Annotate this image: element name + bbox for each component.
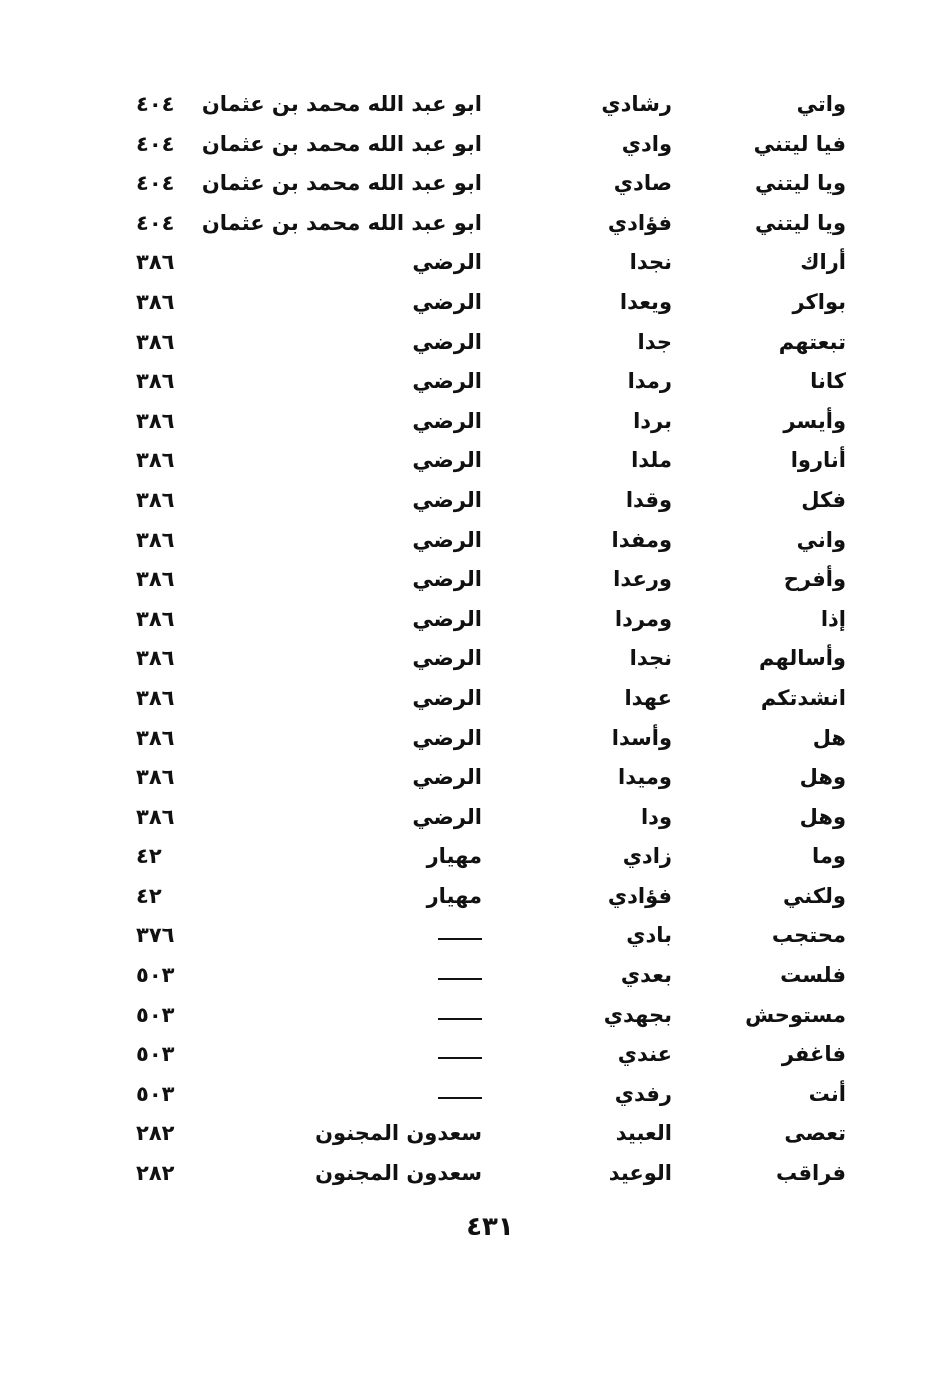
index-row bbox=[0, 363, 950, 403]
page-reference: ٣٨٦ bbox=[136, 369, 175, 394]
page-reference: ٥٠٣ bbox=[136, 1042, 175, 1067]
rhyme-word: رمدا bbox=[627, 369, 672, 394]
index-row bbox=[0, 680, 950, 720]
rhyme-word: بردا bbox=[633, 408, 672, 433]
rhyme-word: رفدي bbox=[614, 1081, 672, 1106]
index-row bbox=[0, 482, 950, 522]
index-row bbox=[0, 244, 950, 284]
poet-name: الرضي bbox=[412, 448, 482, 473]
verse-first-word: فيا ليتني bbox=[753, 131, 846, 156]
page-reference: ٥٠٣ bbox=[136, 1081, 175, 1106]
verse-first-word: أنت bbox=[808, 1081, 846, 1106]
page-reference: ٤٠٤ bbox=[136, 210, 175, 235]
verse-first-word: أراك bbox=[800, 250, 846, 275]
verse-first-word: فاغفر bbox=[781, 1042, 846, 1067]
index-row bbox=[0, 640, 950, 680]
verse-first-word: تبعتهم bbox=[778, 329, 846, 354]
poet-name: الرضي bbox=[412, 408, 482, 433]
verse-first-word: وما bbox=[812, 844, 846, 869]
rhyme-word: الوعيد bbox=[608, 1161, 672, 1186]
verse-first-word: انشدتكم bbox=[760, 685, 846, 710]
index-row bbox=[0, 324, 950, 364]
rhyme-word: وادي bbox=[621, 131, 672, 156]
unknown-poet-dash bbox=[438, 1001, 482, 1029]
page-reference: ٤٠٤ bbox=[136, 131, 175, 156]
page-reference: ٢٨٢ bbox=[136, 1121, 175, 1146]
verse-first-word: وهل bbox=[799, 765, 846, 790]
page-reference: ٥٠٣ bbox=[136, 963, 175, 988]
index-row bbox=[0, 601, 950, 641]
rhyme-word: ورعدا bbox=[613, 567, 672, 592]
rhyme-word: رشادي bbox=[601, 92, 672, 116]
index-row bbox=[0, 205, 950, 245]
page-reference: ٣٨٦ bbox=[136, 329, 175, 354]
rhyme-word: فؤادي bbox=[607, 210, 672, 235]
rhyme-word: عهدا bbox=[624, 685, 672, 710]
page-reference: ٣٨٦ bbox=[136, 804, 175, 829]
dash-line bbox=[438, 1018, 482, 1020]
index-row bbox=[0, 165, 950, 205]
index-row bbox=[0, 838, 950, 878]
index-row bbox=[0, 561, 950, 601]
rhyme-word: ملدا bbox=[631, 448, 672, 473]
poet-name: الرضي bbox=[412, 487, 482, 512]
page-reference: ٣٨٦ bbox=[136, 646, 175, 671]
verse-first-word: فراقب bbox=[776, 1161, 846, 1186]
poet-name: الرضي bbox=[412, 646, 482, 671]
page-reference: ٣٨٦ bbox=[136, 408, 175, 433]
rhyme-word: بجهدي bbox=[603, 1002, 672, 1027]
rhyme-word: نجدا bbox=[629, 646, 672, 671]
unknown-poet-dash bbox=[438, 1040, 482, 1068]
rhyme-word: وقدا bbox=[625, 487, 672, 512]
poet-name: الرضي bbox=[412, 685, 482, 710]
page-reference: ٥٠٣ bbox=[136, 1002, 175, 1027]
verse-first-word: هل bbox=[812, 725, 846, 750]
index-row bbox=[0, 1155, 950, 1195]
index-row bbox=[0, 957, 950, 997]
page-reference: ٣٨٦ bbox=[136, 487, 175, 512]
page-reference: ٣٨٦ bbox=[136, 765, 175, 790]
dash-line bbox=[438, 1057, 482, 1059]
page-reference: ٤٢ bbox=[136, 844, 162, 869]
unknown-poet-dash bbox=[438, 961, 482, 989]
page-reference: ٣٨٦ bbox=[136, 567, 175, 592]
rhyme-word: صادي bbox=[613, 171, 672, 196]
page-reference: ٣٨٦ bbox=[136, 685, 175, 710]
page-reference: ٣٨٦ bbox=[136, 527, 175, 552]
rhyme-word: ودا bbox=[640, 804, 672, 829]
unknown-poet-dash bbox=[438, 921, 482, 949]
rhyme-word: زادي bbox=[622, 844, 672, 869]
index-row bbox=[0, 522, 950, 562]
poet-name: الرضي bbox=[412, 329, 482, 354]
poet-name: الرضي bbox=[412, 567, 482, 592]
verse-first-word: واني bbox=[796, 527, 846, 552]
dash-line bbox=[438, 1097, 482, 1099]
page-reference: ٣٨٦ bbox=[136, 448, 175, 473]
index-row bbox=[0, 86, 950, 126]
page-reference: ٣٨٦ bbox=[136, 725, 175, 750]
poet-name: ابو عبد الله محمد بن عثمان bbox=[201, 92, 482, 116]
rhyme-word: ومفدا bbox=[611, 527, 672, 552]
rhyme-word: ومردا bbox=[614, 606, 672, 631]
index-row bbox=[0, 284, 950, 324]
poet-name: مهيار bbox=[426, 844, 482, 869]
index-row bbox=[0, 917, 950, 957]
index-row bbox=[0, 997, 950, 1037]
poet-name: ابو عبد الله محمد بن عثمان bbox=[201, 131, 482, 156]
index-row bbox=[0, 1076, 950, 1116]
dash-line bbox=[438, 938, 482, 940]
verse-first-word: فكل bbox=[801, 487, 846, 512]
verse-first-word: أناروا bbox=[790, 448, 846, 473]
rhyme-word: وأسدا bbox=[611, 725, 672, 750]
index-row bbox=[0, 1115, 950, 1155]
rhyme-word: العبيد bbox=[615, 1121, 672, 1146]
page-reference: ٣٧٦ bbox=[136, 923, 175, 948]
rhyme-word: نجدا bbox=[629, 250, 672, 275]
page-reference: ٤٢ bbox=[136, 883, 162, 908]
verse-first-word: مستوحش bbox=[745, 1002, 846, 1027]
verse-first-word: وأفرح bbox=[783, 567, 846, 592]
page-reference: ٤٠٤ bbox=[136, 171, 175, 196]
verse-first-word: وأسالهم bbox=[758, 646, 846, 671]
verse-first-word: بواكر bbox=[792, 289, 846, 314]
page-number: ٤٣١ bbox=[466, 1212, 514, 1242]
poet-name: الرضي bbox=[412, 725, 482, 750]
verse-first-word: ويا ليتني bbox=[755, 210, 846, 235]
index-row bbox=[0, 403, 950, 443]
poet-name: الرضي bbox=[412, 606, 482, 631]
rhyme-word: عندي bbox=[617, 1042, 672, 1067]
verse-first-word: ويا ليتني bbox=[755, 171, 846, 196]
poet-name: الرضي bbox=[412, 527, 482, 552]
rhyme-word: وميدا bbox=[618, 765, 672, 790]
verse-first-word: تعصى bbox=[784, 1121, 846, 1146]
poet-name: الرضي bbox=[412, 804, 482, 829]
verse-first-word: كانا bbox=[810, 369, 846, 394]
page-reference: ٣٨٦ bbox=[136, 250, 175, 275]
poet-name: الرضي bbox=[412, 369, 482, 394]
index-row bbox=[0, 799, 950, 839]
poet-name: ابو عبد الله محمد بن عثمان bbox=[201, 210, 482, 235]
poet-name: الرضي bbox=[412, 765, 482, 790]
page-reference: ٣٨٦ bbox=[136, 289, 175, 314]
dash-line bbox=[438, 978, 482, 980]
index-row bbox=[0, 878, 950, 918]
verse-first-word: واتي bbox=[796, 92, 846, 116]
index-row bbox=[0, 720, 950, 760]
verse-first-word: وهل bbox=[799, 804, 846, 829]
rhyme-word: بادي bbox=[626, 923, 672, 948]
poet-name: مهيار bbox=[426, 883, 482, 908]
rhyme-word: فؤادي bbox=[607, 883, 672, 908]
verse-first-word: وأيسر bbox=[783, 408, 846, 433]
poet-name: الرضي bbox=[412, 250, 482, 275]
verse-first-word: إذا bbox=[820, 606, 846, 631]
rhyme-word: بعدي bbox=[620, 963, 672, 988]
poet-name: الرضي bbox=[412, 289, 482, 314]
rhyme-word: جدا bbox=[637, 329, 672, 354]
page-reference: ٣٨٦ bbox=[136, 606, 175, 631]
poet-name: سعدون المجنون bbox=[315, 1161, 482, 1186]
index-row bbox=[0, 759, 950, 799]
poetry-index-table bbox=[0, 86, 950, 1195]
index-row bbox=[0, 442, 950, 482]
verse-first-word: ولكني bbox=[783, 883, 846, 908]
poet-name: ابو عبد الله محمد بن عثمان bbox=[201, 171, 482, 196]
verse-first-word: فلست bbox=[780, 963, 846, 988]
index-row bbox=[0, 1036, 950, 1076]
rhyme-word: ويعدا bbox=[619, 289, 672, 314]
page-reference: ٢٨٢ bbox=[136, 1161, 175, 1186]
verse-first-word: محتجب bbox=[771, 923, 846, 948]
page-reference: ٤٠٤ bbox=[136, 92, 175, 116]
index-row bbox=[0, 126, 950, 166]
poet-name: سعدون المجنون bbox=[315, 1121, 482, 1146]
unknown-poet-dash bbox=[438, 1080, 482, 1108]
